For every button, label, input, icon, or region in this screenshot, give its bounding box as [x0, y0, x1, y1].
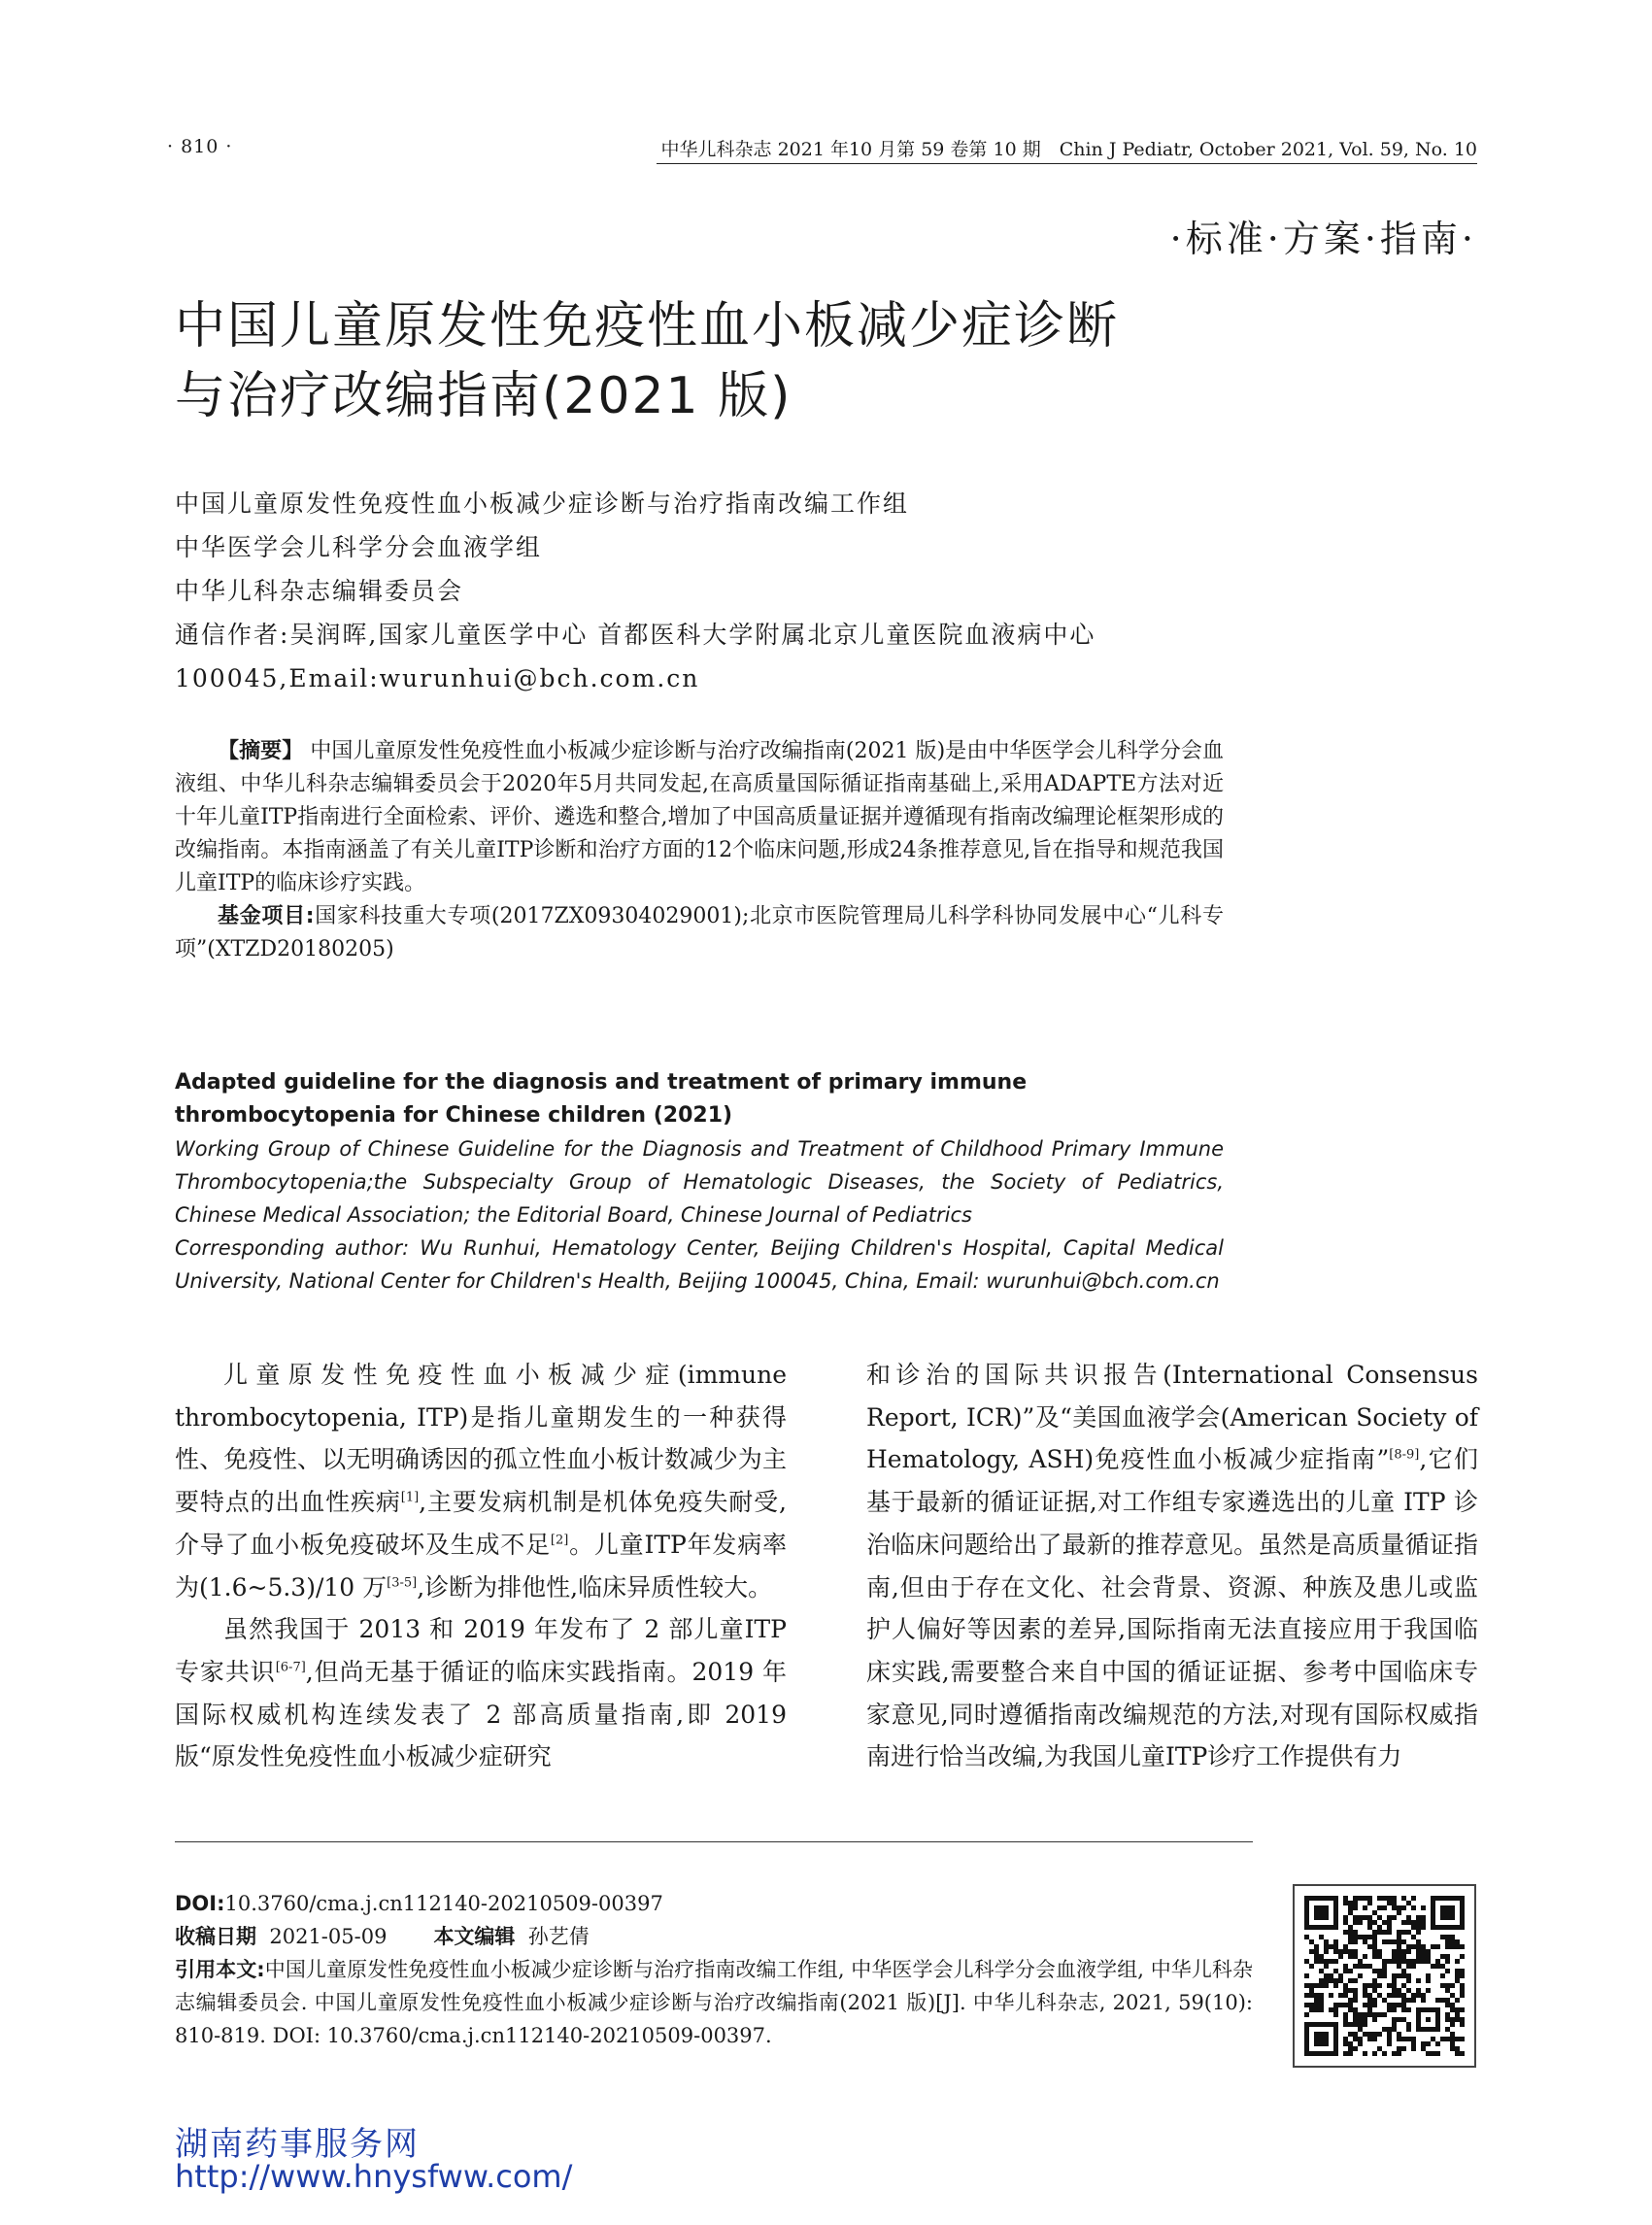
qr-code-graphic [1295, 1886, 1474, 2066]
section-label: ·标准·方案·指南· [1169, 218, 1477, 260]
citation-ref[interactable]: [1] [400, 1490, 420, 1505]
author-group-1: 中国儿童原发性免疫性血小板减少症诊断与治疗指南改编工作组 [175, 489, 910, 518]
doi-value[interactable]: 10.3760/cma.j.cn112140-20210509-00397 [224, 1892, 663, 1915]
fund-text: 国家科技重大专项(2017ZX09304029001);北京市医院管理局儿科学科协同发展中心“儿科专项”(XTZD20180205) [175, 904, 1224, 961]
body-paragraph-2 [175, 1608, 787, 1778]
watermark-url[interactable]: http://www.hnysfww.com/ [175, 2158, 573, 2195]
fund-label: 基金项目: [218, 904, 315, 928]
body-text: 儿童原发性免疫性血小板减少症(immune thrombocytopenia, ITP)是指儿童期发生的一种获得性、免疫性、以无明确诱因的孤立性血小板计数减少为主要特点的出血性疾病 [175, 1361, 787, 1517]
english-corresponding-author: Corresponding author: Wu Runhui, Hematology Center, Beijing Children's Hospital, Capital Medical University, National Center for Children's Health, Beijing 100045, China, Email: wurunhui@bch.com.cn [175, 1236, 1224, 1293]
journal-citation-header: 中华儿科杂志 2021 年10 月第 59 卷第 10 期 Chin J Pediatr, October 2021, Vol. 59, No. 10 [660, 139, 1477, 160]
english-abstract-header [175, 1066, 1224, 1298]
citation-ref[interactable]: [8-9] [1389, 1448, 1420, 1464]
header-rule [657, 163, 1477, 164]
article-info-block [175, 1887, 1263, 2052]
body-text: ,它们基于最新的循证证据,对工作组专家遴选出的儿童 ITP 诊治临床问题给出了最新的推荐意见。虽然是高质量循证指南,但由于存在文化、社会背景、资源、种族及患儿或监护人偏好等因素的差异,国际指南无法直接应用于我国临床实践,需要整合来自中国的循证证据、参考中国临床专家意见,同时遵循指南改编规范的方法,对现有国际权威指南进行恰当改编,为我国儿童ITP诊疗工作提供有力 [866, 1445, 1478, 1771]
body-text: ,主要发病机制是机体免疫失耐受,介导了血小板免疫破坏及生成不足 [175, 1488, 787, 1559]
received-label: 收稿日期 [175, 1925, 256, 1948]
body-text: 和诊治的国际共识报告(International Consensus Report, ICR)”及“美国血液学会(American Society of Hematology, ASH)免疫性血小板减少症指南” [866, 1361, 1478, 1474]
editor-label: 本文编辑 [433, 1925, 516, 1948]
corresponding-author-email: 100045,Email:wurunhui@bch.com.cn [175, 664, 700, 692]
corresponding-author: 通信作者:吴润晖,国家儿童医学中心 首都医科大学附属北京儿童医院血液病中心 [175, 621, 1096, 649]
body-column-right [866, 1354, 1478, 1778]
body-text: 虽然我国于 2013 和 2019 年发布了 2 部儿童ITP专家共识 [175, 1615, 787, 1686]
author-block [175, 482, 1263, 700]
english-groups: Working Group of Chinese Guideline for the Diagnosis and Treatment of Childhood Primary Immune Thrombocytopenia;the Subspecialty Group of Hematologic Diseases, the Society of Pediatrics, Chinese Medical Association; the Editorial Board, Chinese Journal of Pediatrics [175, 1137, 1224, 1227]
cite-text: 中国儿童原发性免疫性血小板减少症诊断与治疗指南改编工作组, 中华医学会儿科学分会血液学组, 中华儿科杂志编辑委员会. 中国儿童原发性免疫性血小板减少症诊断与治疗改编指南(2021 版)[J]. 中华儿科杂志, 2021, 59(10): 810-819. DOI: 10.3760/cma.j.cn112140-20210509-00397. [175, 1958, 1253, 2047]
article-title-line-1: 中国儿童原发性免疫性血小板减少症诊断 [175, 297, 1120, 355]
citation-ref[interactable]: [3-5] [387, 1575, 418, 1591]
body-text: 。儿童ITP年发病率为(1.6~5.3)/10 万 [175, 1530, 787, 1601]
footnote-rule [175, 1841, 1253, 1842]
body-paragraph-1 [175, 1354, 787, 1608]
page-number: · 810 · [167, 136, 233, 157]
citation-ref[interactable]: [2] [550, 1533, 569, 1548]
abstract-label: 【摘要】 [218, 739, 304, 763]
doi-label: DOI: [175, 1892, 225, 1915]
article-title-line-2: 与治疗改编指南(2021 版) [175, 367, 792, 425]
citation-ref[interactable]: [6-7] [275, 1660, 306, 1675]
qr-code-icon[interactable] [1293, 1884, 1476, 2068]
cite-label: 引用本文: [175, 1958, 265, 1981]
author-group-3: 中华儿科杂志编辑委员会 [175, 577, 464, 605]
author-group-2: 中华医学会儿科学分会血液学组 [175, 533, 543, 561]
watermark-site-name: 湖南药事服务网 [175, 2125, 420, 2164]
body-paragraph-3 [866, 1354, 1478, 1778]
body-column-left [175, 1354, 787, 1778]
english-title: Adapted guideline for the diagnosis and treatment of primary immune thrombocytopenia for Chinese children (2021) [175, 1070, 1028, 1128]
abstract [175, 735, 1224, 966]
body-text: ,诊断为排他性,临床异质性较大。 [417, 1572, 773, 1601]
received-date: 2021-05-09 [269, 1925, 388, 1948]
article-title [175, 291, 1292, 431]
editor-name: 孙艺倩 [527, 1925, 590, 1948]
body-text: ,但尚无基于循证的临床实践指南。2019 年国际权威机构连续发表了 2 部高质量指南,即 2019 版“原发性免疫性血小板减少症研究 [175, 1657, 787, 1771]
abstract-text: 中国儿童原发性免疫性血小板减少症诊断与治疗改编指南(2021 版)是由中华医学会儿科学分会血液组、中华儿科杂志编辑委员会于2020年5月共同发起,在高质量国际循证指南基础上,采用ADAPTE方法对近十年儿童ITP指南进行全面检索、评价、遴选和整合,增加了中国高质量证据并遵循现有指南改编理论框架形成的改编指南。本指南涵盖了有关儿童ITP诊断和治疗方面的12个临床问题,形成24条推荐意见,旨在指导和规范我国儿童ITP的临床诊疗实践。 [175, 739, 1224, 895]
